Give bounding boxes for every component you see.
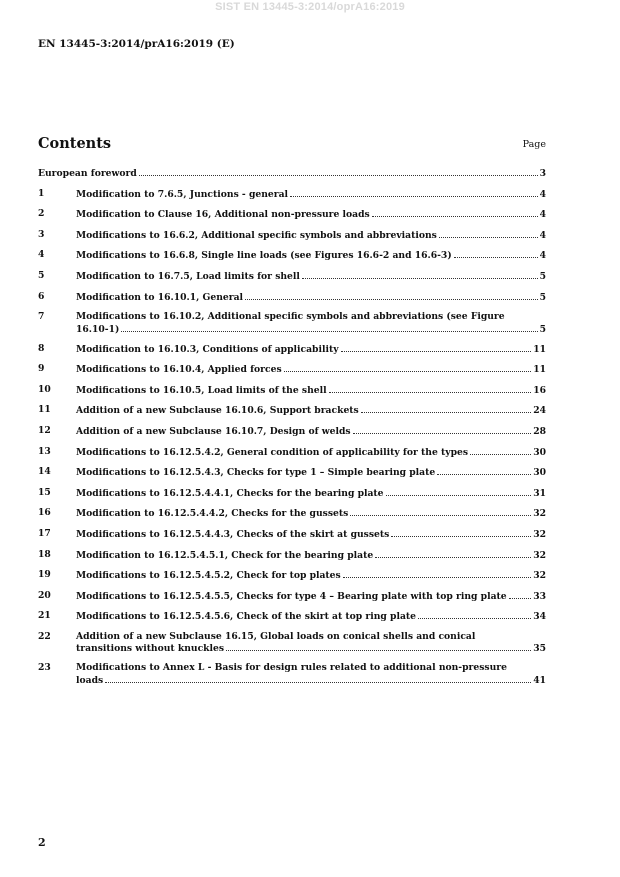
toc-entry[interactable] xyxy=(38,270,546,283)
toc-leader xyxy=(470,446,531,455)
toc-entry-number: 6 xyxy=(38,290,45,302)
watermark: SIST EN 13445-3:2014/oprA16:2019 xyxy=(215,1,405,13)
toc-entry-text: Modifications to 16.12.5.4.4.1, Checks for the bearing plate xyxy=(76,487,384,499)
toc-entry-page: 24 xyxy=(533,405,546,417)
toc-entry-number: 20 xyxy=(38,589,51,601)
toc-entry-page: 32 xyxy=(533,570,546,582)
toc-entry-page: 4 xyxy=(539,229,546,241)
toc-entry-text: Modifications to 16.12.5.4.2, General condition of applicability for the types xyxy=(76,446,469,458)
toc-entry[interactable] xyxy=(38,311,546,335)
page-column-label: Page xyxy=(522,139,546,150)
toc-entry[interactable] xyxy=(38,662,546,686)
toc-entry-number: 10 xyxy=(38,383,51,395)
toc-entry-text: Modifications to 16.12.5.4.5.5, Checks for type 4 – Bearing plate with top ring plate xyxy=(76,590,507,602)
toc-entry-page: 5 xyxy=(539,323,546,335)
toc-entry-page: 5 xyxy=(539,270,546,282)
toc-entry-text: Modifications to 16.12.5.4.4.3, Checks of the skirt at gussets xyxy=(76,529,390,540)
toc-entry[interactable] xyxy=(38,343,546,356)
toc-entry-number: 23 xyxy=(38,662,51,674)
toc-entry-text-line2: transitions without knuckles xyxy=(76,643,225,655)
toc-entry-text: Modifications to 16.10.4, Applied forces xyxy=(76,364,282,376)
toc-entry-page: 35 xyxy=(533,643,546,655)
toc-entry-page: 11 xyxy=(533,364,546,376)
toc-entry-number: 13 xyxy=(38,445,51,457)
toc-leader xyxy=(343,569,532,578)
toc-entry-number: 4 xyxy=(38,249,45,261)
toc-entry[interactable] xyxy=(38,631,546,655)
toc-leader xyxy=(509,590,532,599)
toc-entry[interactable] xyxy=(38,569,546,582)
toc-entry-text: Modifications to 16.6.2, Additional specific symbols and abbreviations xyxy=(76,229,437,241)
toc-leader xyxy=(454,249,538,258)
toc-entry-number: 2 xyxy=(38,208,45,220)
toc-entry-page: 4 xyxy=(539,209,546,221)
toc-entry-number: 8 xyxy=(38,342,45,354)
toc-leader xyxy=(284,363,532,372)
toc-entry-page: 34 xyxy=(533,611,546,623)
toc-entry-text: Modifications to 16.12.5.4.3, Checks for type 1 – Simple bearing plate xyxy=(76,467,436,479)
toc-leader xyxy=(226,642,531,651)
toc-entry-page: 5 xyxy=(539,291,546,303)
toc-leader xyxy=(302,270,538,279)
toc-entry[interactable] xyxy=(38,487,546,500)
toc-entry-text-line2: loads xyxy=(76,674,104,686)
toc-entry-text: Modification to 16.10.1, General xyxy=(76,291,244,303)
toc-entry-text-line1: Modifications to Annex L - Basis for design rules related to additional non-pressure xyxy=(76,662,507,674)
toc-entry-page: 16 xyxy=(533,384,546,396)
toc-entry-number: 22 xyxy=(38,630,51,642)
toc-entry[interactable] xyxy=(38,466,546,479)
toc-entry[interactable] xyxy=(38,425,546,438)
toc-entry-number: 11 xyxy=(38,404,51,416)
toc-entry-page: 11 xyxy=(533,343,546,355)
toc-entry[interactable] xyxy=(38,229,546,242)
toc-entry-page: 30 xyxy=(533,446,546,458)
toc-entry-page: 33 xyxy=(533,590,546,602)
toc-entry-text: European foreword xyxy=(38,168,137,179)
toc-leader xyxy=(139,167,538,176)
toc-entry-text: Modifications to 16.10.5, Load limits of the shell xyxy=(76,384,327,396)
toc-entry-page: 31 xyxy=(533,487,546,499)
toc-entry[interactable] xyxy=(38,291,546,304)
toc-entry-number: 15 xyxy=(38,486,51,498)
toc-entry-text-line1: Modifications to 16.10.2, Additional specific symbols and abbreviations (see Figure xyxy=(76,311,505,323)
contents-title: Contents xyxy=(38,135,112,152)
document-id: EN 13445-3:2014/prA16:2019 (E) xyxy=(38,38,235,50)
toc-entry[interactable] xyxy=(38,446,546,459)
toc-entry[interactable] xyxy=(38,249,546,262)
toc-entry[interactable] xyxy=(38,610,546,623)
toc-entry-number: 5 xyxy=(38,269,45,281)
toc-entry[interactable] xyxy=(38,188,546,201)
table-of-contents xyxy=(38,167,546,694)
toc-entry-number: 17 xyxy=(38,528,51,539)
toc-leader xyxy=(350,507,531,516)
toc-leader xyxy=(290,188,538,197)
toc-leader xyxy=(341,343,532,352)
toc-entry[interactable] xyxy=(38,590,546,603)
toc-entry-number: 12 xyxy=(38,425,51,437)
page-number: 2 xyxy=(38,836,46,849)
toc-leader xyxy=(391,528,531,537)
toc-leader xyxy=(386,487,532,496)
toc-leader xyxy=(437,466,531,475)
toc-leader xyxy=(353,425,532,434)
toc-entry-page: 4 xyxy=(539,250,546,262)
toc-entry-text: Modification to 16.7.5, Load limits for shell xyxy=(76,270,300,282)
toc-entry-text-line2: 16.10-1) xyxy=(76,323,120,335)
toc-entry[interactable] xyxy=(38,363,546,376)
toc-leader xyxy=(105,674,531,683)
toc-entry-page: 32 xyxy=(533,508,546,520)
toc-entry-number: 9 xyxy=(38,363,45,375)
toc-entry-page: 28 xyxy=(533,426,546,438)
toc-entry-text: Modification to 16.12.5.4.5.1, Check for the bearing plate xyxy=(76,549,374,561)
toc-leader xyxy=(245,291,538,300)
toc-entry-number: 16 xyxy=(38,507,51,519)
toc-entry-number: 18 xyxy=(38,548,51,560)
toc-entry-page: 3 xyxy=(539,168,546,179)
toc-entry-number: 7 xyxy=(38,311,45,323)
toc-entry-text: Modifications to 16.12.5.4.5.2, Check for top plates xyxy=(76,570,341,582)
toc-entry-text: Modification to 16.12.5.4.4.2, Checks for the gussets xyxy=(76,508,349,520)
toc-entry[interactable] xyxy=(38,507,546,520)
toc-entry[interactable] xyxy=(38,528,546,541)
toc-leader xyxy=(329,384,532,393)
toc-leader xyxy=(361,404,531,413)
toc-entry-number: 3 xyxy=(38,228,45,240)
toc-entry[interactable] xyxy=(38,208,546,221)
toc-entry-text: Modification to 7.6.5, Junctions - general xyxy=(76,188,289,200)
toc-entry-text: Modification to Clause 16, Additional non-pressure loads xyxy=(76,209,370,221)
toc-entry-foreword[interactable] xyxy=(38,167,546,180)
toc-entry-number: 14 xyxy=(38,466,51,478)
toc-entry-text: Modifications to 16.12.5.4.5.6, Check of the skirt at top ring plate xyxy=(76,611,416,623)
toc-entry-page: 32 xyxy=(533,549,546,561)
toc-entry[interactable] xyxy=(38,384,546,397)
toc-entry-page: 32 xyxy=(533,529,546,540)
toc-entry-page: 4 xyxy=(539,188,546,200)
toc-entry[interactable] xyxy=(38,404,546,417)
toc-entry-text: Modification to 16.10.3, Conditions of applicability xyxy=(76,343,339,355)
toc-entry-text-line1: Addition of a new Subclause 16.15, Global loads on conical shells and conical xyxy=(76,630,476,642)
toc-entry-page: 30 xyxy=(533,467,546,479)
toc-leader xyxy=(439,229,538,238)
toc-leader xyxy=(121,323,537,332)
toc-leader xyxy=(375,549,531,558)
toc-entry-number: 19 xyxy=(38,569,51,581)
toc-entry-text: Addition of a new Subclause 16.10.7, Design of welds xyxy=(76,426,351,438)
toc-entry-number: 21 xyxy=(38,610,51,622)
toc-entry-text: Addition of a new Subclause 16.10.6, Support brackets xyxy=(76,405,359,417)
toc-leader xyxy=(372,208,538,217)
toc-entry-number: 1 xyxy=(38,187,45,199)
toc-entry[interactable] xyxy=(38,549,546,562)
toc-leader xyxy=(418,610,531,619)
toc-entry-page: 41 xyxy=(533,674,546,686)
toc-entry-text: Modifications to 16.6.8, Single line loads (see Figures 16.6-2 and 16.6-3) xyxy=(76,250,452,262)
